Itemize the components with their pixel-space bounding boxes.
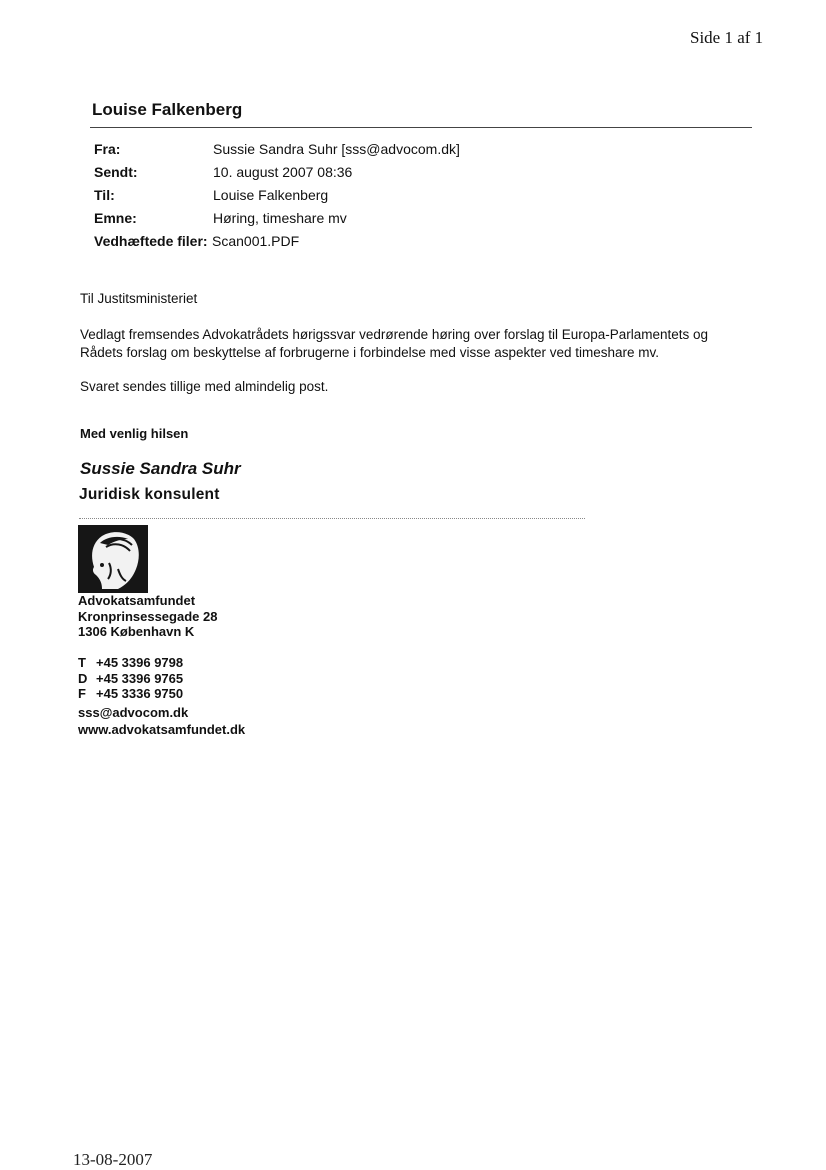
organization-address — [78, 593, 217, 640]
phone-numbers — [78, 655, 183, 702]
email-greeting: Til Justitsministeriet — [80, 291, 198, 306]
email-body-paragraph — [80, 326, 760, 362]
website-link[interactable]: www.advokatsamfundet.dk — [78, 722, 246, 737]
sender-name: Sussie Sandra Suhr — [80, 459, 241, 478]
postal-city: 1306 København K — [78, 624, 195, 639]
header-divider — [90, 127, 752, 128]
sent-label: Sendt: — [94, 164, 138, 180]
sent-value: 10. august 2007 08:36 — [213, 164, 353, 180]
phone-number: +45 3396 9798 — [96, 655, 184, 670]
email-closing: Med venlig hilsen — [80, 426, 189, 441]
recipient-name: Louise Falkenberg — [92, 100, 243, 119]
phone-row-fax — [78, 686, 183, 702]
phone-number: +45 3396 9765 — [96, 670, 184, 686]
street-address: Kronprinsessegade 28 — [78, 608, 218, 624]
from-label: Fra: — [94, 141, 121, 157]
subject-label: Emne: — [94, 210, 137, 226]
phone-number: +45 3336 9750 — [96, 686, 184, 701]
phone-row-direct — [78, 671, 183, 687]
phone-row-main — [78, 655, 183, 671]
online-contacts — [78, 704, 245, 738]
attachment-filename: Scan001.PDF — [212, 233, 300, 249]
email-link[interactable]: sss@advocom.dk — [78, 705, 189, 720]
from-value: Sussie Sandra Suhr [sss@advocom.dk] — [213, 141, 460, 157]
to-label: Til: — [94, 187, 115, 203]
page-number: Side 1 af 1 — [690, 28, 764, 47]
subject-value: Høring, timeshare mv — [213, 210, 347, 226]
phone-code: F — [78, 686, 86, 701]
phone-code: D — [78, 670, 88, 686]
body-line: Rådets forslag om beskyttelse af forbrugerne i forbindelse med visse aspekter ved timeshare mv. — [80, 345, 660, 360]
signature-divider — [79, 518, 585, 519]
to-value: Louise Falkenberg — [213, 187, 329, 203]
attachments-label: Vedhæftede filer: — [94, 233, 208, 249]
helmet-head-logo-icon — [78, 525, 148, 593]
email-post-note: Svaret sendes tillige med almindelig post. — [80, 379, 329, 394]
phone-code: T — [78, 655, 86, 670]
organization-name: Advokatsamfundet — [78, 593, 196, 608]
sender-title: Juridisk konsulent — [79, 486, 220, 503]
footer-date: 13-08-2007 — [73, 1150, 153, 1169]
body-line: Vedlagt fremsendes Advokatrådets hørigssvar vedrørende høring over forslag til Europa-Parlamentets og — [80, 327, 709, 342]
